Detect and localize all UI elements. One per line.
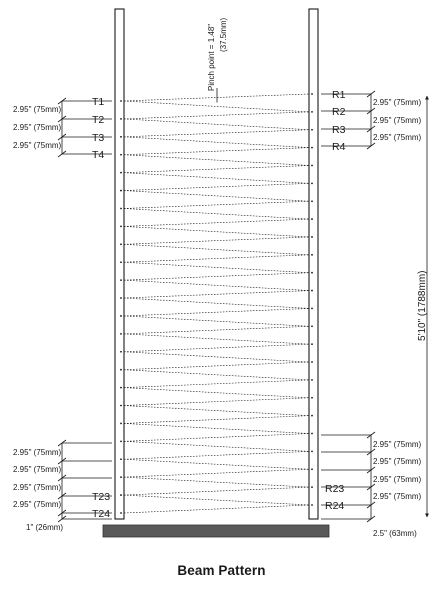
- beam-line: [124, 344, 309, 352]
- beam-cross-line: [124, 441, 309, 451]
- beam-line: [124, 201, 309, 208]
- transmitter-beam-dot: [120, 208, 122, 210]
- transmitter-label-t4: T4: [92, 149, 105, 161]
- transmitter-column: [115, 9, 124, 519]
- beam-line: [124, 94, 309, 101]
- receiver-top-dimension: [321, 91, 375, 149]
- transmitter-beam-dot: [120, 405, 122, 407]
- receiver-bottom-spacing-2: 2.95" (75mm): [373, 457, 422, 466]
- receiver-beam-dot: [311, 325, 313, 327]
- transmitter-label-t3: T3: [92, 132, 105, 144]
- transmitter-beam-dot: [120, 118, 122, 120]
- transmitter-bottom-spacing-1: 2.95" (75mm): [13, 448, 62, 457]
- receiver-beam-dot: [311, 147, 313, 149]
- beam-line: [124, 291, 309, 298]
- receiver-column: [309, 9, 318, 519]
- base-plate: [103, 525, 329, 537]
- receiver-beam-dot: [311, 200, 313, 202]
- beam-line: [124, 130, 309, 137]
- transmitter-top-spacing-3: 2.95" (75mm): [13, 141, 62, 150]
- receiver-beam-dot: [311, 361, 313, 363]
- receiver-label-r23: R23: [325, 483, 345, 495]
- transmitter-beam-dot: [120, 100, 122, 102]
- transmitter-beam-dot: [120, 351, 122, 353]
- transmitter-beam-dot: [120, 369, 122, 371]
- transmitter-base-offset: 1" (26mm): [26, 523, 64, 532]
- transmitter-beam-dot: [120, 494, 122, 496]
- receiver-beam-dot: [311, 111, 313, 113]
- beam-cross-line: [124, 262, 309, 272]
- beam-cross-line: [124, 208, 309, 219]
- receiver-label-r1: R1: [332, 89, 346, 101]
- beam-cross-line: [124, 298, 309, 308]
- transmitter-beam-dot: [120, 261, 122, 263]
- receiver-beam-dot: [311, 397, 313, 399]
- receiver-beam-dot: [311, 450, 313, 452]
- beam-line: [124, 219, 309, 226]
- beam-cross-line: [124, 101, 309, 112]
- receiver-beam-dot: [311, 93, 313, 95]
- receiver-label-r4: R4: [332, 141, 346, 153]
- pinch-point-label: Pinch point = 1.48": [207, 23, 216, 91]
- receiver-beam-dot: [311, 504, 313, 506]
- beam-line: [124, 112, 309, 119]
- beam-cross-line: [124, 477, 309, 487]
- transmitter-beam-dot: [120, 512, 122, 514]
- transmitter-beam-dot: [120, 315, 122, 317]
- beam-line: [124, 326, 309, 334]
- transmitter-beam-dot: [120, 243, 122, 245]
- transmitter-beam-dot: [120, 458, 122, 460]
- beam-line: [124, 416, 309, 424]
- transmitter-top-spacing-2: 2.95" (75mm): [13, 123, 62, 132]
- receiver-beam-dot: [311, 182, 313, 184]
- transmitter-label-t24: T24: [92, 508, 111, 520]
- receiver-base-offset: 2.5" (63mm): [373, 529, 417, 538]
- receiver-beam-dot: [311, 218, 313, 220]
- beam-cross-line: [124, 459, 309, 469]
- transmitter-bottom-spacing-3: 2.95" (75mm): [13, 483, 62, 492]
- receiver-top-spacing-1: 2.95" (75mm): [373, 98, 422, 107]
- pinch-point-label-mm: (37.5mm): [219, 17, 228, 52]
- beam-line: [124, 237, 309, 244]
- beam-line: [124, 183, 309, 190]
- transmitter-beam-dot: [120, 136, 122, 138]
- transmitter-beam-dot: [120, 440, 122, 442]
- beam-line: [124, 469, 309, 477]
- beam-cross-line: [124, 370, 309, 380]
- receiver-beam-dot: [311, 290, 313, 292]
- transmitter-beam-dot: [120, 476, 122, 478]
- receiver-beam-dot: [311, 486, 313, 488]
- receiver-bottom-spacing-1: 2.95" (75mm): [373, 440, 422, 449]
- beam-cross-line: [124, 406, 309, 416]
- beam-line: [124, 165, 309, 172]
- beam-line: [124, 434, 309, 442]
- transmitter-beam-dot: [120, 423, 122, 425]
- beam-line: [124, 487, 309, 495]
- transmitter-beam-dot: [120, 154, 122, 156]
- diagram-caption: Beam Pattern: [177, 563, 266, 578]
- beam-cross-line: [124, 334, 309, 344]
- receiver-beam-dot: [311, 468, 313, 470]
- beam-line: [124, 255, 309, 262]
- beam-line: [124, 398, 309, 406]
- transmitter-beam-dot: [120, 387, 122, 389]
- receiver-bottom-spacing-4: 2.95" (75mm): [373, 492, 422, 501]
- receiver-beam-dot: [311, 236, 313, 238]
- transmitter-beam-dot: [120, 225, 122, 227]
- beam-line: [124, 308, 309, 316]
- transmitter-label-t23: T23: [92, 491, 111, 503]
- beam-cross-line: [124, 137, 309, 148]
- transmitter-beam-dot: [120, 190, 122, 192]
- beam-cross-line: [124, 173, 309, 184]
- receiver-beam-dot: [311, 379, 313, 381]
- receiver-beam-dot: [311, 254, 313, 256]
- receiver-bottom-spacing-3: 2.95" (75mm): [373, 475, 422, 484]
- receiver-label-r2: R2: [332, 106, 346, 118]
- transmitter-label-t1: T1: [92, 96, 105, 108]
- beam-cross-line: [124, 316, 309, 326]
- beam-line: [124, 380, 309, 388]
- beam-cross-line: [124, 191, 309, 202]
- transmitter-bottom-spacing-2: 2.95" (75mm): [13, 465, 62, 474]
- beam-cross-line: [124, 388, 309, 398]
- receiver-beam-dot: [311, 415, 313, 417]
- receiver-beam-dot: [311, 272, 313, 274]
- transmitter-beam-dot: [120, 333, 122, 335]
- beam-cross-line: [124, 352, 309, 362]
- receiver-beam-dot: [311, 343, 313, 345]
- beam-line: [124, 148, 309, 155]
- receiver-beam-dot: [311, 433, 313, 435]
- overall-height-label: 5'10" (1788mm): [417, 270, 428, 341]
- receiver-beam-dot: [311, 308, 313, 310]
- receiver-beam-dot: [311, 165, 313, 167]
- transmitter-beam-dot: [120, 279, 122, 281]
- transmitter-top-spacing-1: 2.95" (75mm): [13, 105, 62, 114]
- beam-cross-line: [124, 119, 309, 130]
- receiver-top-spacing-2: 2.95" (75mm): [373, 116, 422, 125]
- receiver-beam-dot: [311, 129, 313, 131]
- beam-cross-line: [124, 226, 309, 237]
- transmitter-bottom-spacing-4: 2.95" (75mm): [13, 500, 62, 509]
- transmitter-beam-dot: [120, 172, 122, 174]
- receiver-top-spacing-3: 2.95" (75mm): [373, 133, 422, 142]
- beam-line: [124, 362, 309, 370]
- transmitter-label-t2: T2: [92, 114, 105, 126]
- beam-cross-line: [124, 155, 309, 166]
- beam-line: [124, 451, 309, 459]
- beam-cross-line: [124, 244, 309, 255]
- beam-cross-line: [124, 280, 309, 290]
- beam-line: [124, 273, 309, 280]
- transmitter-beam-dot: [120, 297, 122, 299]
- receiver-label-r24: R24: [325, 500, 345, 512]
- beam-cross-line: [124, 423, 309, 433]
- beam-cross-line: [124, 495, 309, 505]
- beam-lines: [120, 93, 313, 514]
- receiver-label-r3: R3: [332, 124, 346, 136]
- beam-line: [124, 505, 309, 513]
